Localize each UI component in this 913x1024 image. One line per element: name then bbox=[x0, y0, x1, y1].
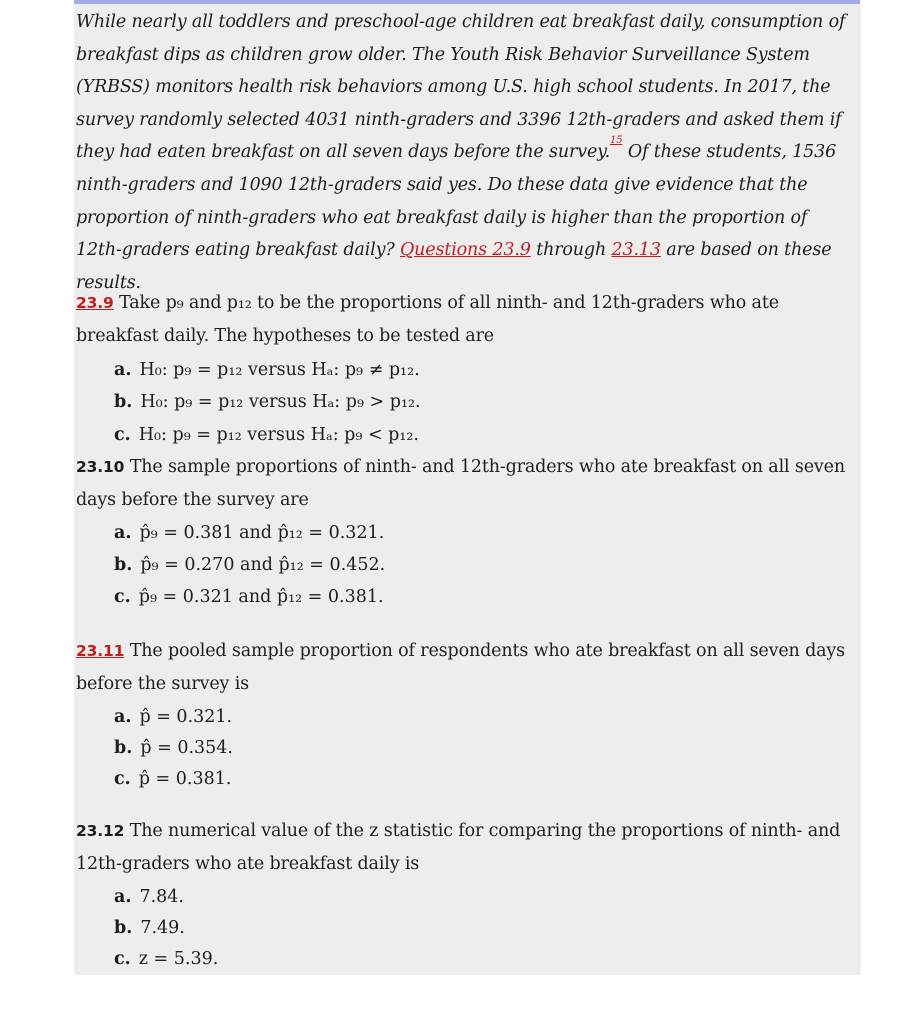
option-letter: b. bbox=[114, 555, 133, 575]
questions-link[interactable]: Questions 23.9 bbox=[399, 240, 531, 261]
question-stem: The pooled sample proportion of respondents who ate breakfast on all seven days before the survey is bbox=[76, 641, 845, 694]
option-letter: b. bbox=[114, 918, 133, 938]
option-letter: c. bbox=[114, 769, 131, 789]
question-stem: The sample proportions of ninth- and 12th-graders who ate breakfast on all seven days before the survey are bbox=[76, 457, 845, 510]
option-text: H₀: p₉ = p₁₂ versus Hₐ: p₉ > p₁₂. bbox=[140, 392, 421, 412]
option-letter: c. bbox=[114, 425, 131, 445]
option-text: p̂₉ = 0.321 and p̂₁₂ = 0.381. bbox=[138, 587, 384, 607]
intro-paragraph bbox=[76, 6, 850, 299]
option-b bbox=[114, 386, 421, 418]
option-text: p̂ = 0.381. bbox=[138, 769, 232, 789]
option-text: z = 5.39. bbox=[138, 949, 219, 969]
footnote-link[interactable]: 15 bbox=[610, 135, 623, 147]
option-text: p̂ = 0.354. bbox=[140, 738, 233, 758]
question-number: 23.10 bbox=[76, 458, 125, 476]
intro-text-1: While nearly all toddlers and preschool-age children eat breakfast daily, consumption of breakfast dips as children grow older. The Youth Risk Behavior Surveillance System (YRBSS) monitors health risk behaviors among U.S. high school students. In 2017, the survey randomly selected 4031 ninth-graders and 3396 12th-graders and asked them if they had eaten breakfast on all seven days before the survey. bbox=[76, 12, 846, 163]
option-text: p̂₉ = 0.270 and p̂₁₂ = 0.452. bbox=[140, 555, 386, 575]
option-text: 7.49. bbox=[140, 918, 185, 938]
question-23-10 bbox=[76, 451, 866, 516]
option-a bbox=[114, 517, 384, 549]
option-letter: a. bbox=[114, 887, 132, 907]
question-23-9 bbox=[76, 287, 866, 352]
intro-text-3: through bbox=[530, 240, 612, 261]
option-text: H₀: p₉ = p₁₂ versus Hₐ: p₉ ≠ p₁₂. bbox=[139, 360, 420, 380]
intro-text-2: Of these students, 1536 ninth-graders and 1090 12th-graders said yes. Do these data give evidence that the proportion of ninth-graders who eat breakfast daily is higher than the proportion of 12th-graders eating breakfast daily? bbox=[76, 142, 837, 261]
question-number: 23.12 bbox=[76, 822, 125, 840]
question-number-link[interactable]: 23.9 bbox=[76, 294, 114, 312]
option-letter: a. bbox=[114, 707, 132, 727]
question-stem: Take p₉ and p₁₂ to be the proportions of all ninth- and 12th-graders who ate breakfast daily. The hypotheses to be tested are bbox=[76, 293, 779, 346]
option-letter: c. bbox=[114, 587, 131, 607]
question-23-13-link[interactable]: 23.13 bbox=[611, 240, 661, 261]
option-a bbox=[114, 354, 420, 386]
option-letter: c. bbox=[114, 949, 131, 969]
option-a bbox=[114, 881, 184, 913]
option-b bbox=[114, 912, 185, 944]
question-23-11 bbox=[76, 635, 866, 700]
intro-text-4: are based on these results. bbox=[76, 240, 832, 293]
question-number-link[interactable]: 23.11 bbox=[76, 642, 125, 660]
option-b bbox=[114, 732, 233, 764]
option-letter: a. bbox=[114, 523, 132, 543]
option-c bbox=[114, 763, 231, 795]
option-text: p̂₉ = 0.381 and p̂₁₂ = 0.321. bbox=[139, 523, 385, 543]
option-letter: a. bbox=[114, 360, 132, 380]
question-23-12 bbox=[76, 815, 866, 880]
option-text: H₀: p₉ = p₁₂ versus Hₐ: p₉ < p₁₂. bbox=[138, 425, 419, 445]
option-letter: b. bbox=[114, 392, 133, 412]
option-b bbox=[114, 549, 385, 581]
option-text: 7.84. bbox=[139, 887, 184, 907]
question-stem: The numerical value of the z statistic for comparing the proportions of ninth- and 12th-graders who ate breakfast daily is bbox=[76, 821, 841, 874]
option-c bbox=[114, 581, 384, 613]
option-c bbox=[114, 943, 218, 975]
option-a bbox=[114, 701, 232, 733]
option-letter: b. bbox=[114, 738, 133, 758]
option-c bbox=[114, 419, 419, 451]
option-text: p̂ = 0.321. bbox=[139, 707, 233, 727]
